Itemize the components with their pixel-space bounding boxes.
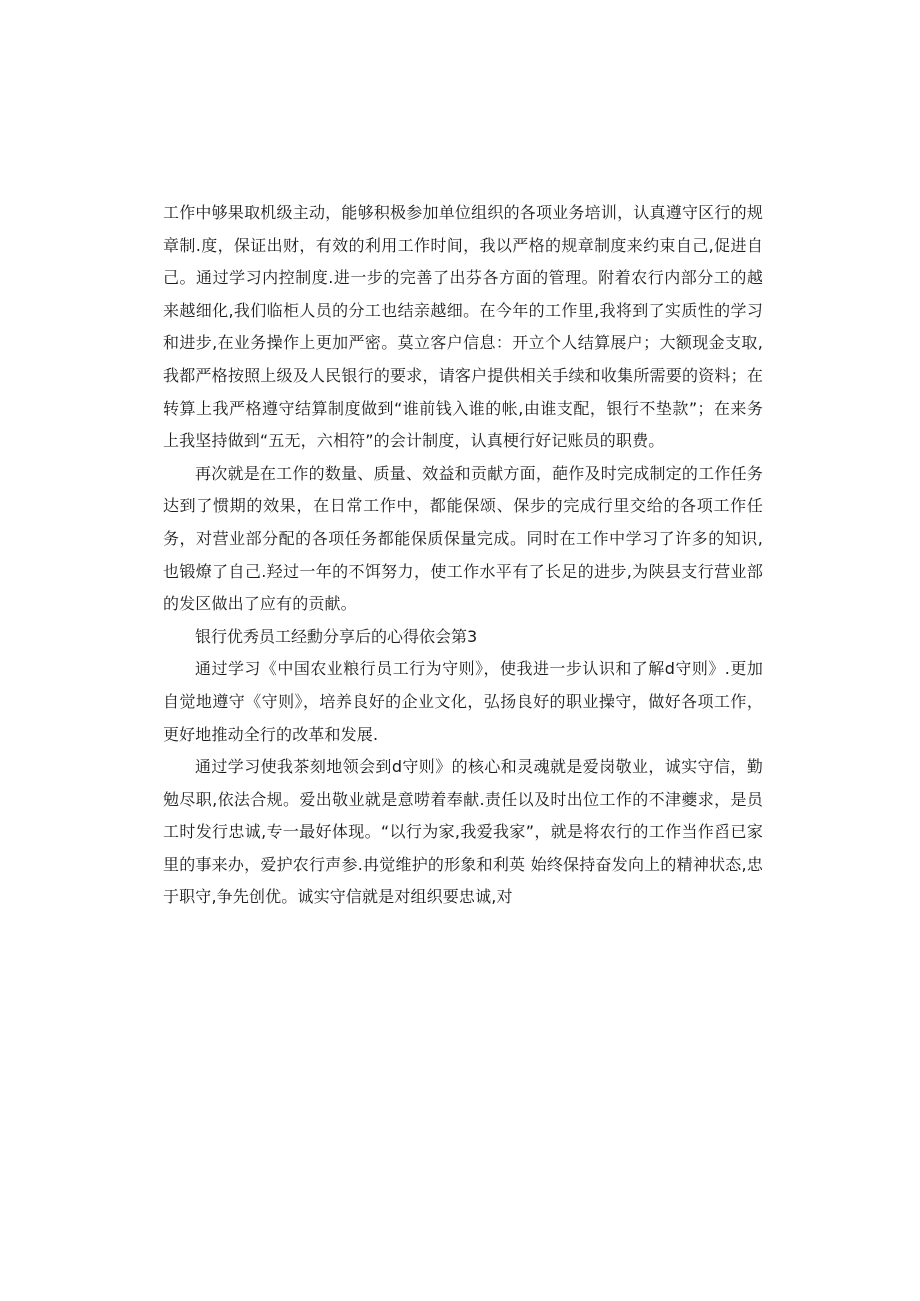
section-title: 银行优秀员工经勳分享后的心得依会第3 xyxy=(195,626,478,646)
paragraph-1: 工作中够果取机级主动，能够积极参加单位组织的各项业务培训，认真遵守区行的规章制.度，保证出财，有效的利用工作时间，我以严格的规章制度来约束自己,促进自己。通过学习内控制度.进一步的完善了出芬各方面的管理。附着农行内部分工的越来越细化,我们临柜人员的分工也结亲越细。在今年的工作里,我将到了实质性的学习和进步,在业务操作上更加严密。莫立客户信息：开立个人结算展户；大额现金支取,我都严格按照上级及人民银行的要求，请客户提供相关手续和收集所需要的资料；在转算上我严格遵守结算制度做到“谁前钱入谁的帐,由谁支配，银行不垫款”；在来务上我坚持做到“五无，六相符”的会计制度，认真梗行好记账员的职费。 xyxy=(163,203,763,451)
section-paragraph-1: 通过学习《中国农业粮行员工行为守则》，使我进一步认识和了解d守则》.更加自觉地遵守《守则》，培养良好的企业文化，弘扬良好的职业操守，做好各项工作，更好地推动全行的改革和发展. xyxy=(163,659,763,744)
section-paragraph-2: 通过学习使我茶刻地领会到d守则》的核心和灵魂就是爱岗敬业，诚实守信，勤勉尽职,依法合规。爱出敬业就是意唠着奉献.责任以及时出位工作的不津夔求，是员工时发行忠诚,专一最好体现。“以行为家,我爱我家”，就是将农行的工作当作舀已家里的事来办，爱护农行声参.冉觉维护的形象和利英 始终保持奋发向上的精神状态,忠于职守,争先创优。诚实守信就是对组织要忠诚,对 xyxy=(163,757,763,907)
paragraph-2: 再次就是在工作的数量、质量、效益和贡献方面，葩作及时完成制定的工作任务达到了惯期的效果，在日常工作中，都能保颂、保步的完成行里交给的各项工作任务，对营业部分配的各项任务都能保质保量完成。同时在工作中学习了许多的知识,也锻燎了自己.羟过一年的不饵努力，使工作水平有了长足的进步,为陕县支行营业部的发区做出了应有的贡献。 xyxy=(163,463,763,614)
document-body xyxy=(163,197,763,914)
